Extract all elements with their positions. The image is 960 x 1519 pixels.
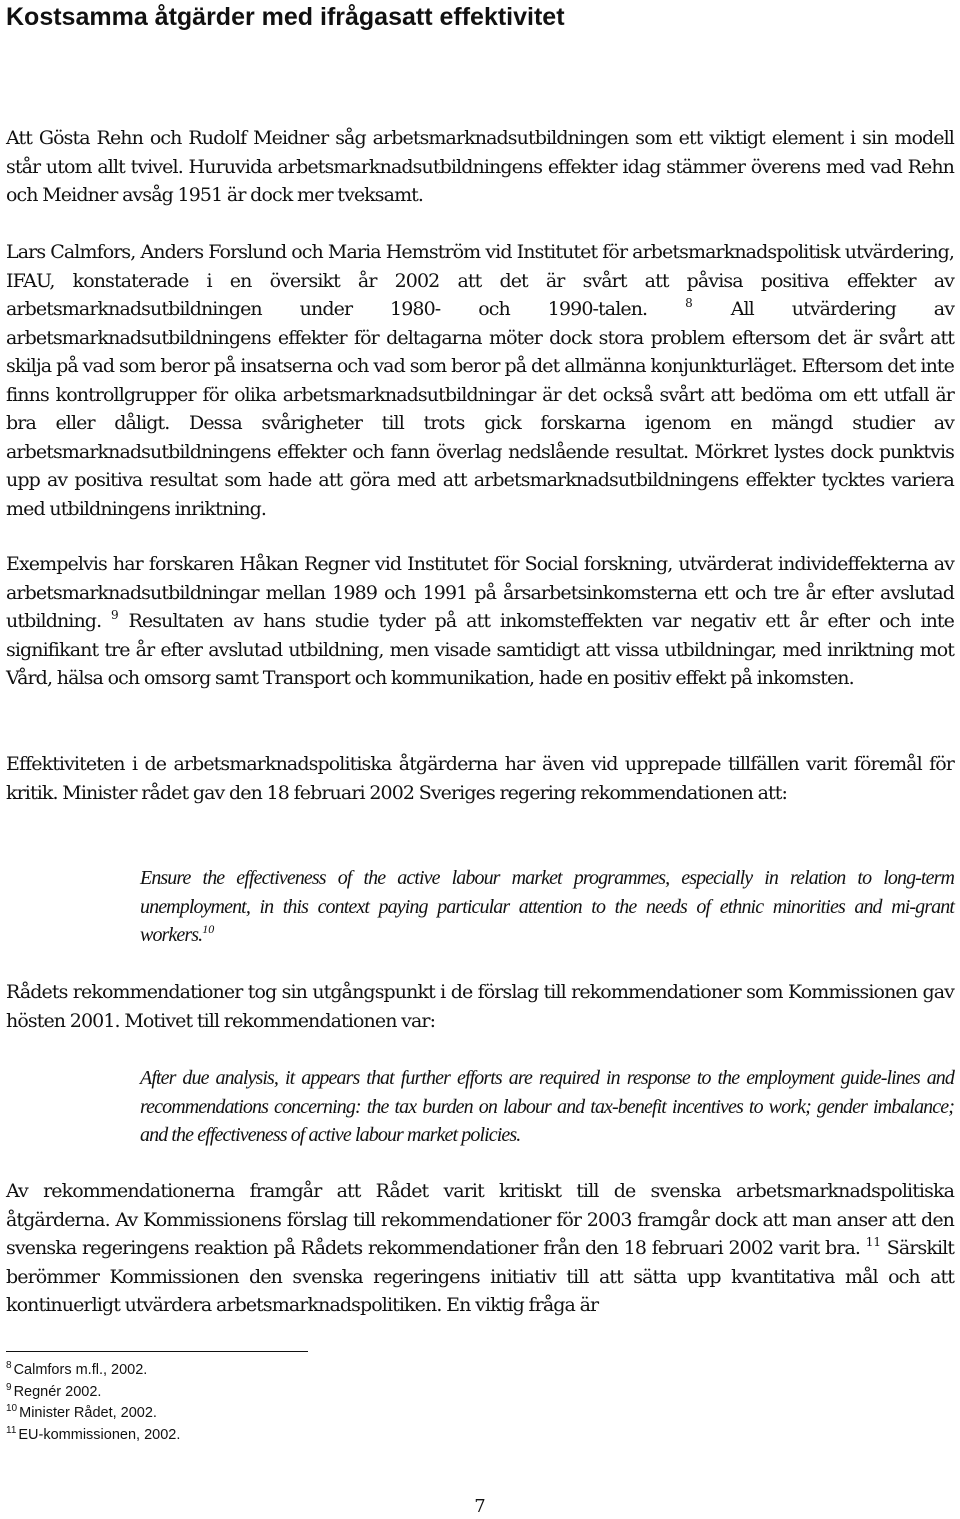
paragraph-regner-study <box>6 550 954 693</box>
footnote-ref-8[interactable]: 8 <box>685 296 693 310</box>
paragraph-text: All utvärdering av arbetsmarknadsutbildningens effekter för deltagarna möter dock stora problem eftersom det är svårt att skilja på vad som beror på insatserna och vad som beror på det allmänna konjunkturläget. Eftersom det inte finns kontrollgrupper för olika arbetsmarknadsutbildningar är det också svårt att bedöma om ett utfall är bra eller dåligt. Dessa svårigheter till trots gick forskarna igenom en mängd studier av arbetsmarknadsutbildningens effekter och fann överlag nedslående resultat. Mörkret lystes dock punktvis upp av positiva resultat som hade att göra med att arbetsmarknadsutbildningens effekter tycktes variera med utbildningens inriktning. <box>6 298 955 520</box>
footnote-text: Regnér 2002. <box>13 1383 102 1400</box>
footnote-text: Calmfors m.fl., 2002. <box>13 1362 148 1378</box>
footnote-separator <box>6 1351 308 1352</box>
footnote-list <box>6 1360 180 1446</box>
footnote-ref-11[interactable]: 11 <box>865 1235 882 1249</box>
page-number: 7 <box>474 1496 486 1517</box>
footnote-number: 8 <box>6 1360 12 1371</box>
footnote-number: 9 <box>6 1381 12 1393</box>
paragraph-text: Lars Calmfors, Anders Forslund och Maria Hemström vid Institutet för arbetsmarknadspolitisk utvärdering, IFAU, konstaterade i en översikt år 2002 att det är svårt att påvisa positiva effekter av arbetsmarknadsutbildningen under 1980- och 1990-talen. <box>6 241 954 320</box>
quote-text: Ensure the effectiveness of the active labour market programmes, especially in relation to long-term unemployment, in this context paying particular attention to the needs of ethnic minorities and mi-grant workers. <box>140 867 954 946</box>
footnote-number: 10 <box>6 1403 18 1414</box>
paragraph-text: Exempelvis har forskaren Håkan Regner vid Institutet för Social forskning, utvärderat individeffekterna av arbetsmarknadsutbildningar mellan 1989 och 1991 på årsarbetsinkomsterna ett och tre år efter avslutad utbildning. <box>6 553 954 632</box>
footnote-ref-9[interactable]: 9 <box>111 608 119 622</box>
footnote-item <box>6 1403 180 1425</box>
paragraph-text: Resultaten av hans studie tyder på att inkomsteffekten var negativ ett år efter och inte signifikant tre år efter avslutad utbildning, men visade samtidigt att vissa utbildningar, med inriktning mot Vård, hälsa och omsorg samt Transport och kommunikation, hade en positiv effekt på inkomsten. <box>6 610 955 689</box>
footnote-item <box>6 1360 180 1382</box>
paragraph-ifau-review <box>6 238 954 523</box>
footnote-text: Minister Rådet, 2002. <box>19 1405 157 1421</box>
footnote-text: EU-kommissionen, 2002. <box>18 1426 181 1443</box>
footnote-ref-10[interactable]: 10 <box>202 922 215 936</box>
page-heading: Kostsamma åtgärder med ifrågasatt effektivitet <box>6 3 565 31</box>
quote-commission-motive: After due analysis, it appears that further efforts are required in response to the employment guide-lines and recommendations concerning: the tax burden on labour and tax-benefit incentives to work; gender imbalance; and the effectiveness of active labour market policies. <box>140 1067 954 1146</box>
footnote-item <box>6 1382 180 1404</box>
paragraph-criticism: Effektiviteten i de arbetsmarknadspolitiska åtgärderna har även vid upprepade tillfällen varit föremål för kritik. Minister rådet gav den 18 februari 2002 Sveriges regering rekommendationen att: <box>6 753 954 804</box>
footnote-number: 11 <box>6 1424 17 1436</box>
paragraph-commission-assessment <box>6 1177 954 1320</box>
quote-council-recommendation <box>140 864 954 950</box>
paragraph-text: Av rekommendationerna framgår att Rådet varit kritiskt till de svenska arbetsmarknadspolitiska åtgärderna. Av Kommissionens förslag till rekommendationer för 2003 framgår dock att man anser att den svenska regeringens reaktion på Rådets rekommendationer från den 18 februari 2002 varit bra. <box>6 1180 954 1259</box>
paragraph-council-basis: Rådets rekommendationer tog sin utgångspunkt i de förslag till rekommendationer som Kommissionen gav hösten 2001. Motivet till rekommendationen var: <box>6 981 954 1032</box>
footnote-item <box>6 1425 180 1447</box>
paragraph-text: Särskilt berömmer Kommissionen den svenska regeringens initiativ till att sätta upp kvantitativa mål och att kontinuerligt utvärdera arbetsmarknadspolitiken. En viktig fråga är <box>6 1237 955 1316</box>
paragraph-rehn-meidner: Att Gösta Rehn och Rudolf Meidner såg arbetsmarknadsutbildningen som ett viktigt element i sin modell står utom allt tvivel. Huruvida arbetsmarknadsutbildningens effekter idag stämmer överens med vad Rehn och Meidner avsåg 1951 är dock mer tveksamt. <box>6 127 954 206</box>
